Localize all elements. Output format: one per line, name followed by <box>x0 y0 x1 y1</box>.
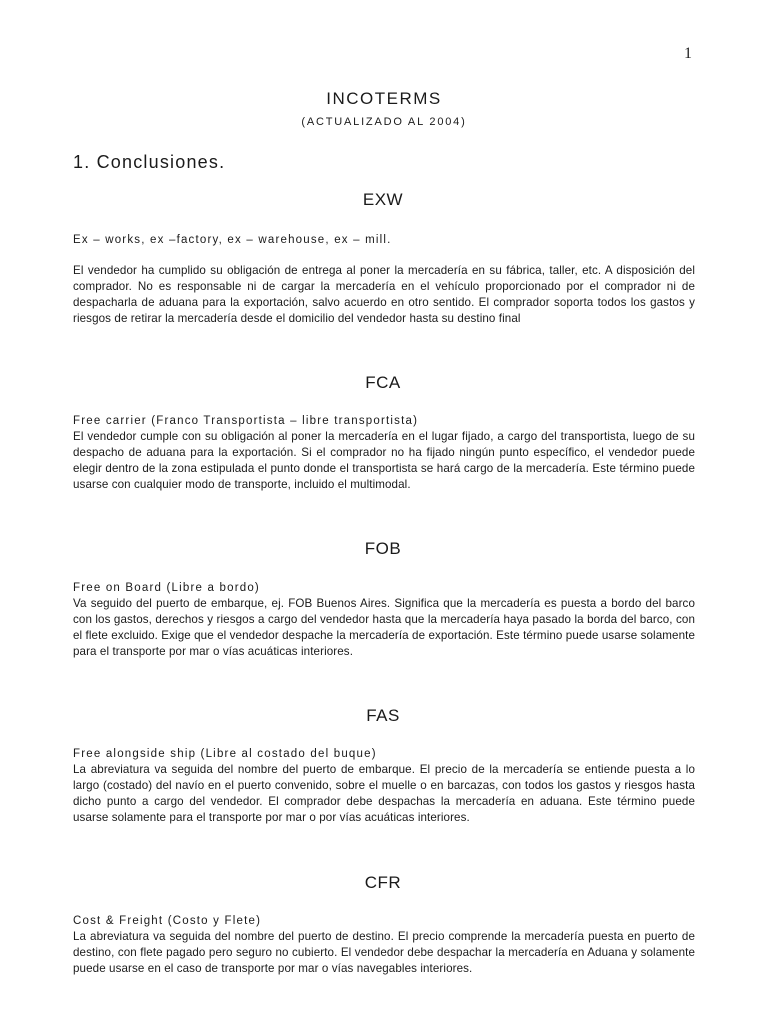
term-heading-fca: FCA <box>365 373 401 392</box>
term-subtitle-cfr: Cost & Freight (Costo y Flete) <box>73 915 262 927</box>
term-heading-fas: FAS <box>366 706 400 725</box>
term-subtitle-fas: Free alongside ship (Libre al costado del buque) <box>73 748 377 760</box>
document-title: INCOTERMS <box>326 89 442 108</box>
term-body-fob: Va seguido del puerto de embarque, ej. FOB Buenos Aires. Significa que la mercadería es puesta a bordo del barco con los gastos, derechos y riesgos a cargo del vendedor hasta que la mercadería haya pasado la borda del barco, con el flete excluido. Exige que el vendedor despache la mercadería de exportación. Este término puede usarse solamente para el transporte por mar o vías acuáticas interiores. <box>73 597 695 658</box>
term-heading-cfr: CFR <box>364 873 402 892</box>
term-body-cfr: La abreviatura va seguida del nombre del puerto de destino. El precio comprende la mercadería puesta en puerto de destino, con flete pagado pero seguro no cubierto. El vendedor debe despachar la mercadería en Aduana y solamente puede usarse en el caso de transporte por mar o vías navegables interiores. <box>73 930 695 975</box>
term-body-fas: La abreviatura va seguida del nombre del puerto de embarque. El precio de la mercadería se entiende puesta a lo largo (costado) del navío en el puerto convenido, sobre el muelle o en barcazas, con todos los gastos y riesgos hasta dicho punto a cargo del vendedor. El comprador debe despachas la mercadería en aduana. Este término puede usarse solamente para el transporte por mar o por vías acuáticas interiores. <box>73 763 695 824</box>
term-subtitle-fca: Free carrier (Franco Transportista – libre transportista) <box>73 415 419 427</box>
term-body-exw: El vendedor ha cumplido su obligación de entrega al poner la mercadería en su fábrica, taller, etc. A disposición del comprador. No es responsable ni de cargar la mercadería en el vehículo proporcionado por el comprador ni de despacharla de aduana para la exportación, salvo acuerdo en otro sentido. El comprador soporta todos los gastos y riesgos de retirar la mercadería desde el domicilio del vendedor hasta su destino final <box>73 264 695 325</box>
section-heading: 1. Conclusiones. <box>73 152 226 172</box>
term-body-fca: El vendedor cumple con su obligación al poner la mercadería en el lugar fijado, a cargo del transportista, luego de su despacho de aduana para la exportación. Si el comprador no ha fijado ningún punto específico, el vendedor puede elegir dentro de la zona estipulada el punto donde el transportista se hará cargo de la mercadería. Este término puede usarse con cualquier modo de transporte, incluido el multimodal. <box>73 430 695 491</box>
document-subtitle: (ACTUALIZADO AL 2004) <box>301 116 467 128</box>
term-subtitle-fob: Free on Board (Libre a bordo) <box>73 582 260 594</box>
term-heading-fob: FOB <box>364 539 402 558</box>
page-number: 1 <box>684 45 692 62</box>
term-subtitle-exw: Ex – works, ex –factory, ex – warehouse, ex – mill. <box>73 234 392 246</box>
term-heading-exw: EXW <box>362 190 404 209</box>
